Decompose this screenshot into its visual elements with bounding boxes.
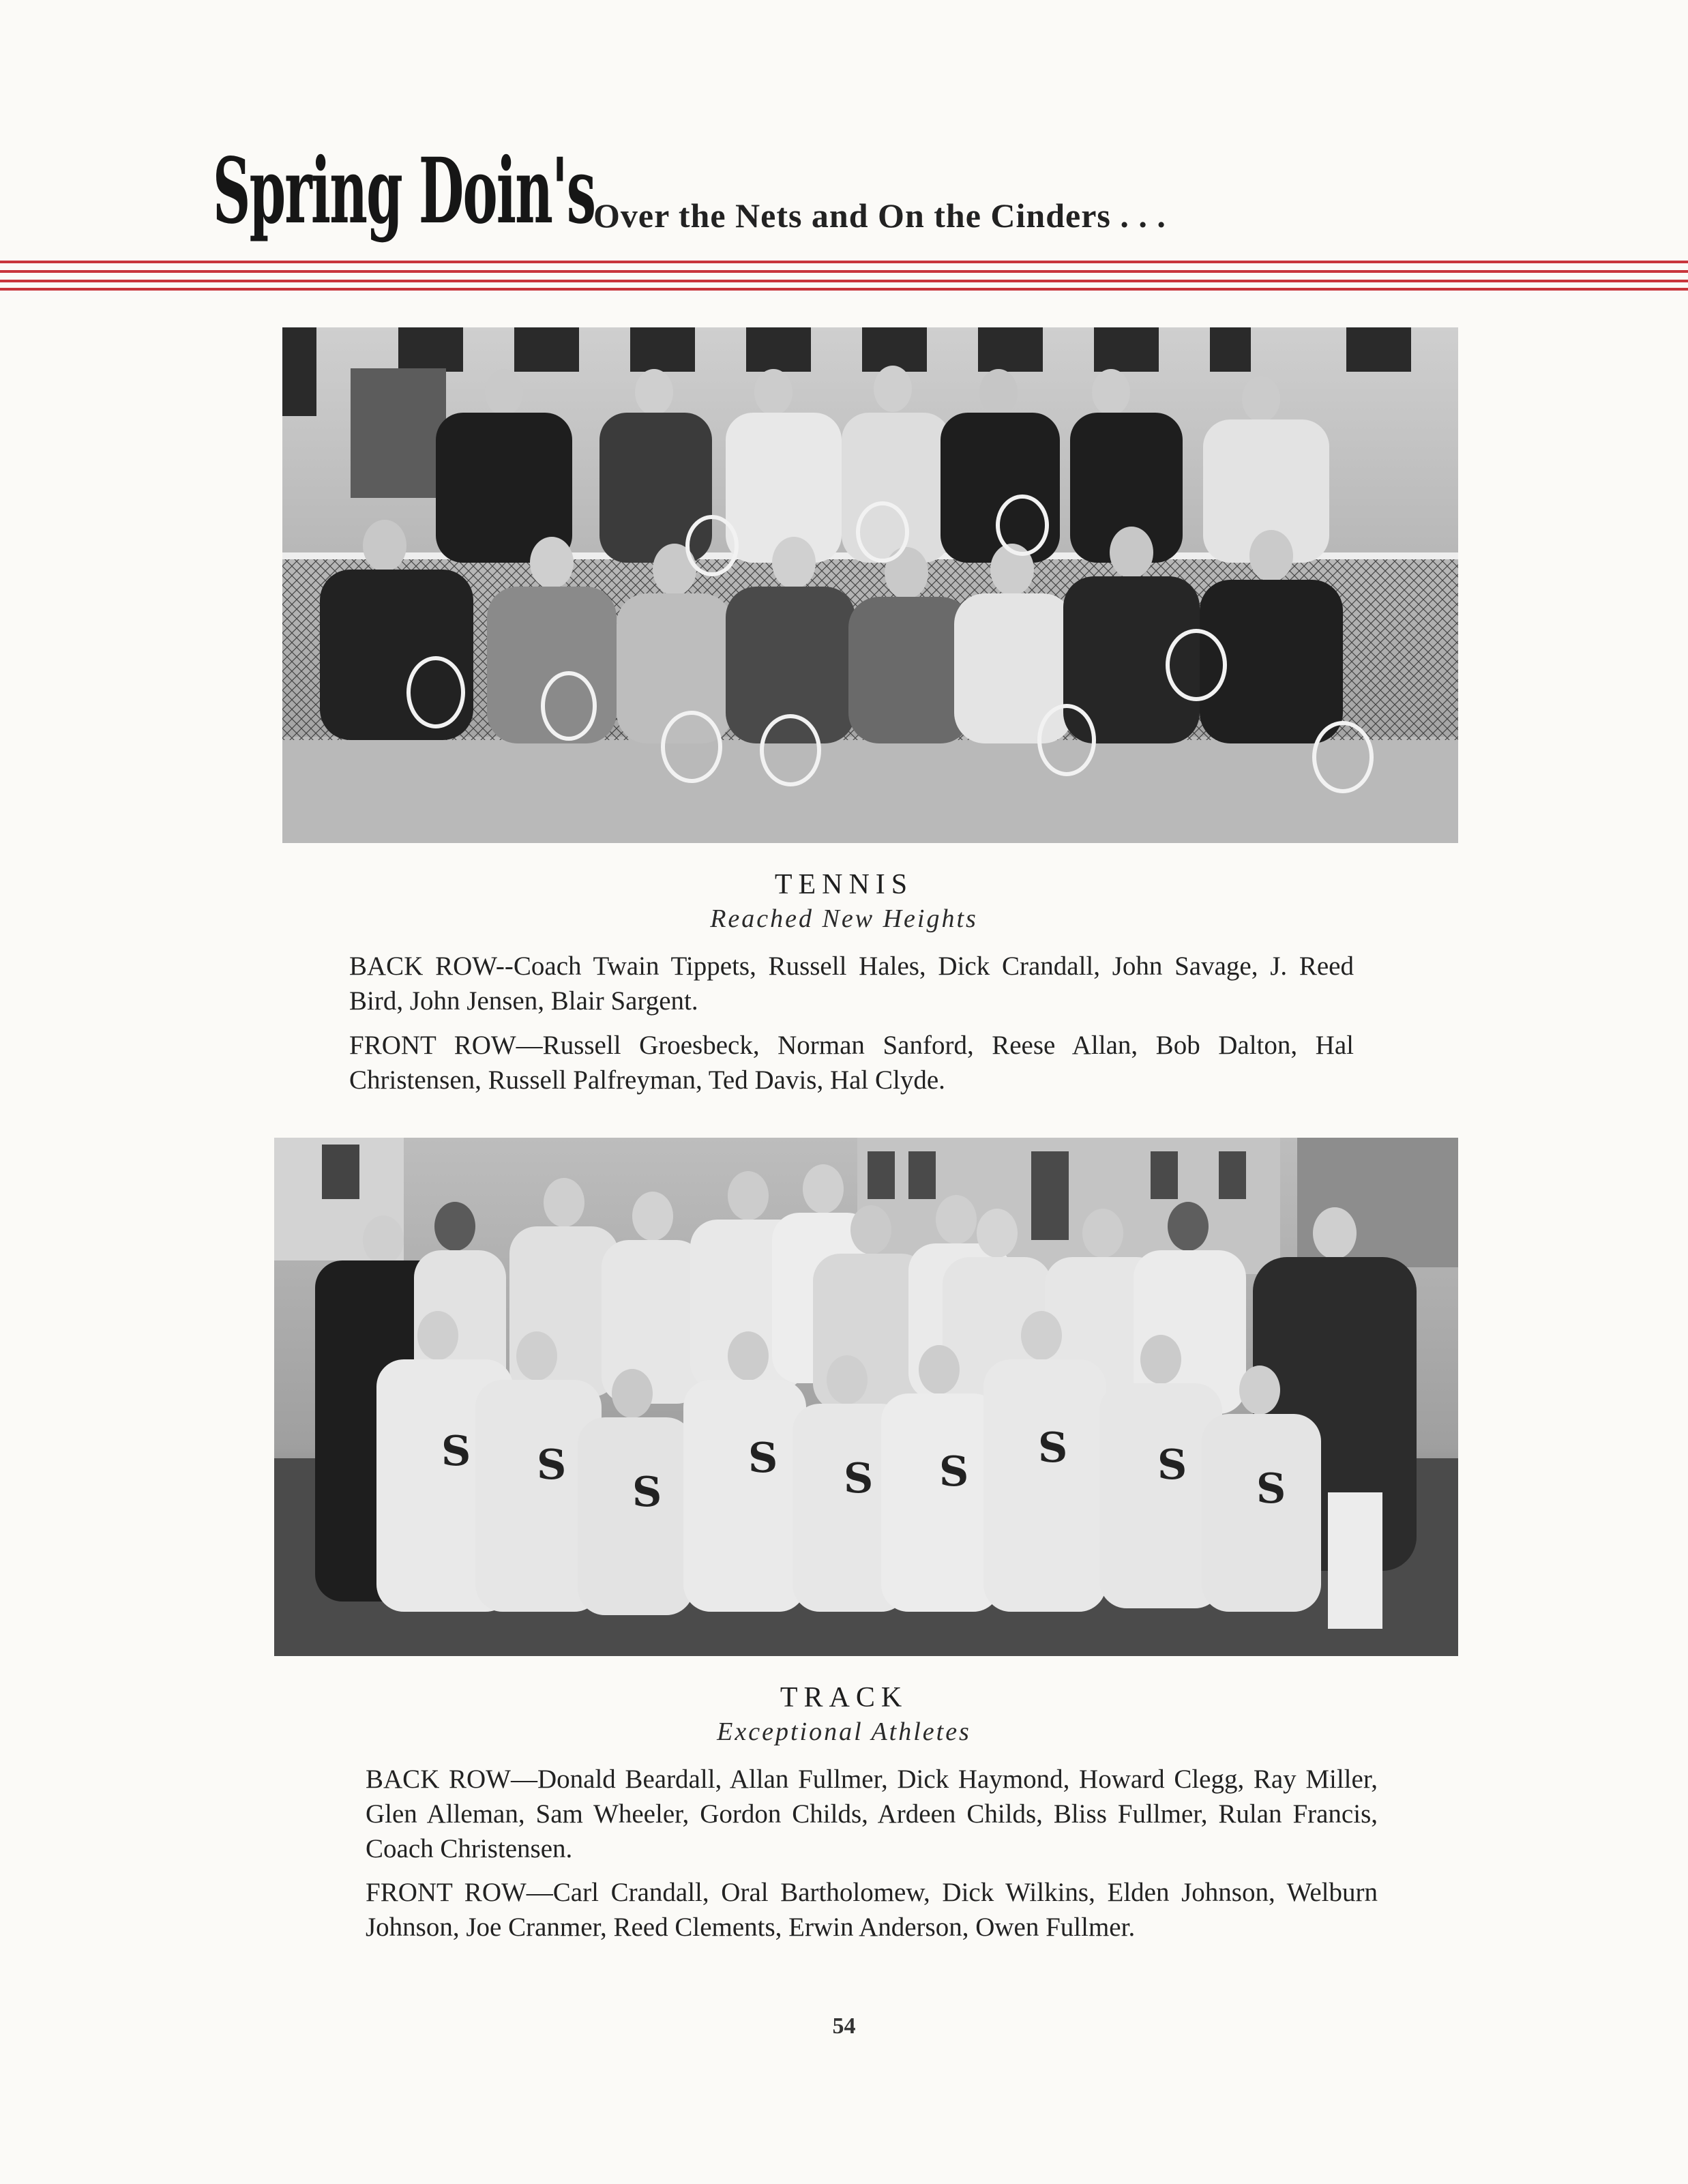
page-number: 54 bbox=[832, 2013, 856, 2039]
svg-text:S: S bbox=[1256, 1465, 1286, 1513]
svg-text:S: S bbox=[441, 1428, 471, 1475]
svg-text:S: S bbox=[844, 1455, 874, 1503]
track-front-row: FRONT ROW—Carl Crandall, Oral Bartholomew, Dick Wilkins, Elden Johnson, Welburn Johnson, Joe Cranmer, Reed Clements, Erwin Anderson, Owen Fullmer. bbox=[366, 1878, 1378, 1942]
tennis-back-row: BACK ROW--Coach Twain Tippets, Russell Hales, Dick Crandall, John Savage, J. Reed Bird, John Jensen, Blair Sargent. bbox=[349, 951, 1354, 1016]
tennis-team-photo bbox=[282, 327, 1458, 843]
track-back-row: BACK ROW—Donald Beardall, Allan Fullmer, Dick Haymond, Howard Clegg, Ray Miller, Glen Alleman, Sam Wheeler, Gordon Childs, Ardeen Childs, Bliss Fullmer, Rulan Francis, Coach Christensen. bbox=[366, 1765, 1378, 1863]
page-title: Spring Doin's bbox=[213, 138, 595, 244]
svg-text:S: S bbox=[939, 1448, 969, 1496]
svg-text:S: S bbox=[1157, 1441, 1187, 1489]
tennis-front-row: FRONT ROW—Russell Groesbeck, Norman Sanford, Reese Allan, Bob Dalton, Hal Christensen, Russell Palfreyman, Ted Davis, Hal Clyde. bbox=[349, 1031, 1354, 1095]
track-heading: TRACK bbox=[780, 1682, 908, 1713]
tennis-tagline: Reached New Heights bbox=[710, 904, 978, 933]
track-team-photo bbox=[274, 1138, 1458, 1656]
svg-text:S: S bbox=[632, 1469, 662, 1516]
svg-text:S: S bbox=[748, 1434, 778, 1482]
tennis-heading: TENNIS bbox=[774, 869, 914, 900]
page-subtitle: Over the Nets and On the Cinders . . . bbox=[593, 196, 1166, 235]
svg-text:S: S bbox=[1038, 1424, 1068, 1472]
svg-text:S: S bbox=[537, 1441, 567, 1489]
track-tagline: Exceptional Athletes bbox=[717, 1717, 971, 1746]
header-rule bbox=[0, 261, 1688, 293]
